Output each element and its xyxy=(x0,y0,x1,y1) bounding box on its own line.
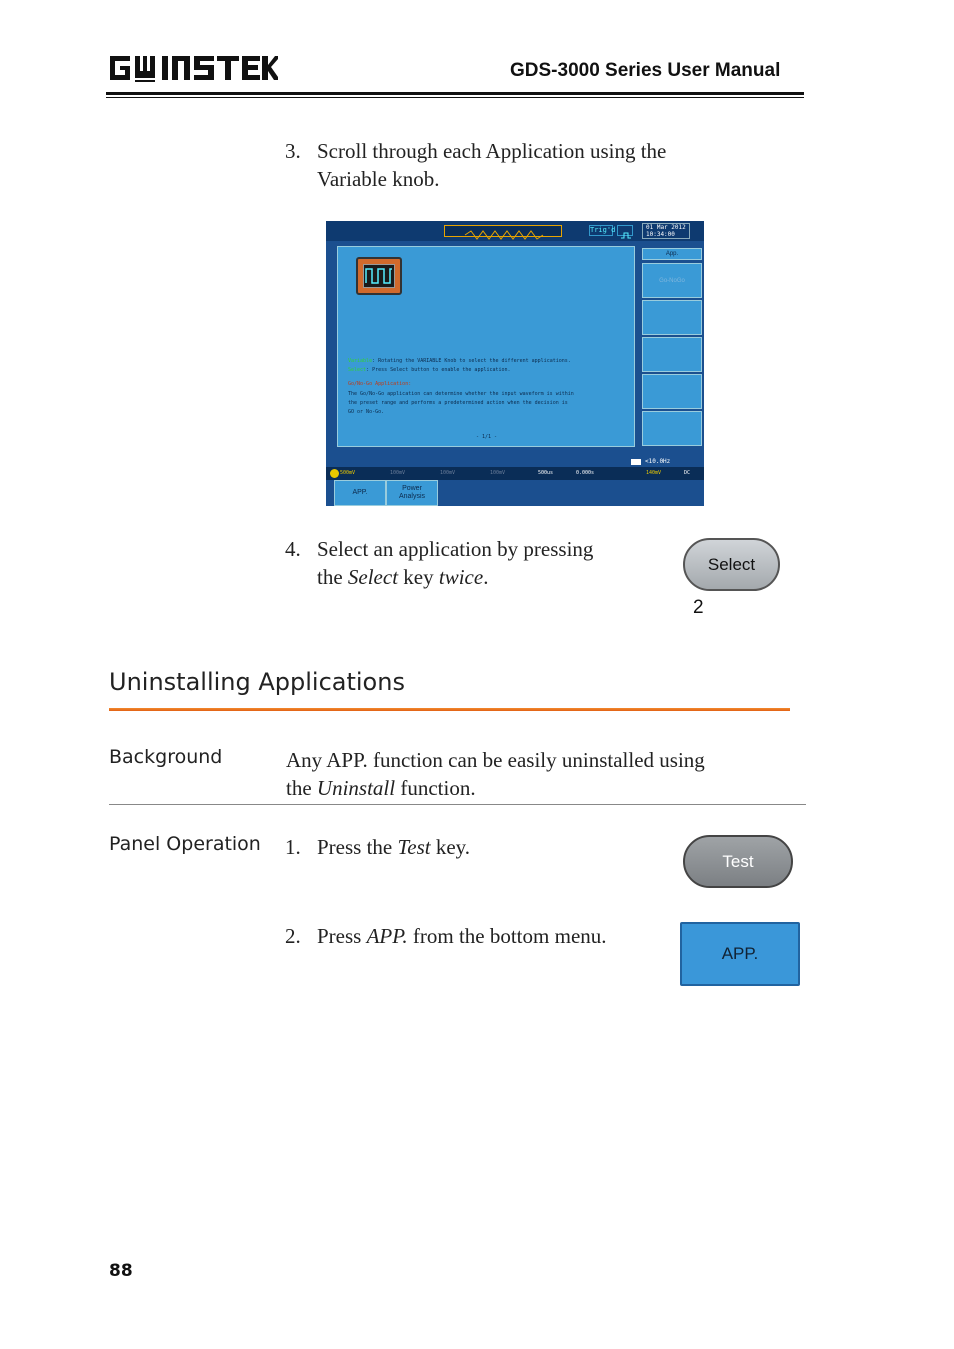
uninstall-step-2 xyxy=(285,922,675,950)
help-key: Variable xyxy=(348,358,373,364)
text-fragment: key xyxy=(398,565,439,589)
time-offset: 0.000s xyxy=(576,470,595,476)
background-line1: Any APP. function can be easily uninstalled using xyxy=(286,748,705,772)
step-text xyxy=(317,922,607,950)
panel-operation-label: Panel Operation xyxy=(109,833,261,855)
scope-status-bar xyxy=(326,467,704,480)
ch3-scale: 100mV xyxy=(440,470,456,476)
text-fragment: the xyxy=(286,776,317,800)
app-info-panel xyxy=(337,246,635,447)
bottom-menu-app[interactable]: APP. xyxy=(334,480,386,506)
text-fragment: the xyxy=(317,565,348,589)
help-text: : Press Select button to enable the application. xyxy=(366,367,511,373)
trigger-level: 140mV xyxy=(646,470,662,476)
step-text xyxy=(317,833,470,861)
trigger-edge-icon xyxy=(617,225,633,236)
text-fragment: . xyxy=(483,565,489,589)
page-indicator: - 1/1 - xyxy=(476,434,498,440)
date-time xyxy=(642,223,690,239)
scope-top-bar xyxy=(326,221,704,241)
step-text-line1: Scroll through each Application using the xyxy=(317,139,667,163)
waveform-preview-icon xyxy=(445,229,563,241)
side-menu-button-2[interactable] xyxy=(642,300,702,335)
background-line2 xyxy=(286,774,806,802)
background-text xyxy=(286,746,806,802)
test-key-ref: Test xyxy=(397,835,431,859)
ch1-scale: 500mV xyxy=(340,470,356,476)
table-row-divider xyxy=(109,804,806,805)
help-line-select xyxy=(348,366,511,375)
side-menu-go-nogo[interactable] xyxy=(642,263,702,298)
oscilloscope-screenshot xyxy=(326,221,704,506)
background-label: Background xyxy=(109,746,223,768)
step-3 xyxy=(285,137,755,193)
bottom-menu-power-analysis[interactable] xyxy=(386,480,438,506)
section-rule xyxy=(109,708,790,711)
scope-bottom-menu xyxy=(326,480,704,506)
trigger-status: Trig'd xyxy=(590,226,616,234)
side-menu-title: App. xyxy=(642,248,702,260)
time-text: 10:34:00 xyxy=(646,231,675,238)
help-app-title: Go/No-Go Application: xyxy=(348,381,412,387)
power-label-line1: Power xyxy=(402,485,422,492)
step-number: 2. xyxy=(285,924,301,948)
date-text: 01 Mar 2012 xyxy=(646,224,686,231)
help-key: Select xyxy=(348,367,367,373)
text-fragment: Press the xyxy=(317,835,398,859)
manual-title: GDS-3000 Series User Manual xyxy=(510,60,781,81)
press-count: 2 xyxy=(693,597,704,618)
power-label-line2: Analysis xyxy=(398,493,426,500)
step-4 xyxy=(285,535,665,591)
help-line-desc1: The Go/No-Go application can determine whether the input waveform is within xyxy=(348,391,574,397)
step-text-line1: Select an application by pressing xyxy=(317,537,594,561)
frequency-readout: <10.0Hz xyxy=(629,457,689,467)
ch1-indicator-icon xyxy=(330,469,339,478)
text-fragment: Press xyxy=(317,924,367,948)
step-number: 4. xyxy=(285,537,301,561)
side-menu-button-4[interactable] xyxy=(642,374,702,409)
step-number: 3. xyxy=(285,139,301,163)
side-menu-item-label: Go-NoGo xyxy=(659,278,685,284)
select-key-ref: Select xyxy=(347,565,399,589)
help-text: : Rotating the VARIABLE Knob to select the different applications. xyxy=(372,358,571,364)
select-key: Select xyxy=(683,538,780,591)
help-line-desc3: GO or No-Go. xyxy=(348,409,385,415)
side-menu-button-3[interactable] xyxy=(642,337,702,372)
header-rule-thin xyxy=(106,97,804,98)
help-line-desc2: the preset range and performs a predetermined action when the decision is xyxy=(348,400,568,406)
header-rule xyxy=(106,92,804,95)
help-line-variable xyxy=(348,357,571,366)
ch4-scale: 100mV xyxy=(490,470,506,476)
step-text-line2 xyxy=(317,563,488,591)
uninstall-ref: Uninstall xyxy=(316,776,396,800)
trigger-position-bar xyxy=(444,225,562,237)
step-number: 1. xyxy=(285,835,301,859)
app-menu-key: APP. xyxy=(680,922,800,986)
ch2-scale: 100mV xyxy=(390,470,406,476)
app-menu-ref: APP. xyxy=(366,924,408,948)
test-key: Test xyxy=(683,835,793,888)
text-fragment: key. xyxy=(430,835,471,859)
text-fragment: function. xyxy=(395,776,476,800)
side-menu-button-5[interactable] xyxy=(642,411,702,446)
timebase: 500us xyxy=(538,470,554,476)
gw-instek-logo xyxy=(108,52,278,84)
coupling: DC xyxy=(684,470,691,476)
go-nogo-app-icon xyxy=(356,257,402,295)
section-title: Uninstalling Applications xyxy=(109,668,405,696)
emphasis-twice: twice xyxy=(438,565,484,589)
text-fragment: from the bottom menu. xyxy=(407,924,607,948)
page-number: 88 xyxy=(109,1261,133,1281)
uninstall-step-1 xyxy=(285,833,665,861)
step-text-line2: Variable knob. xyxy=(317,167,440,191)
